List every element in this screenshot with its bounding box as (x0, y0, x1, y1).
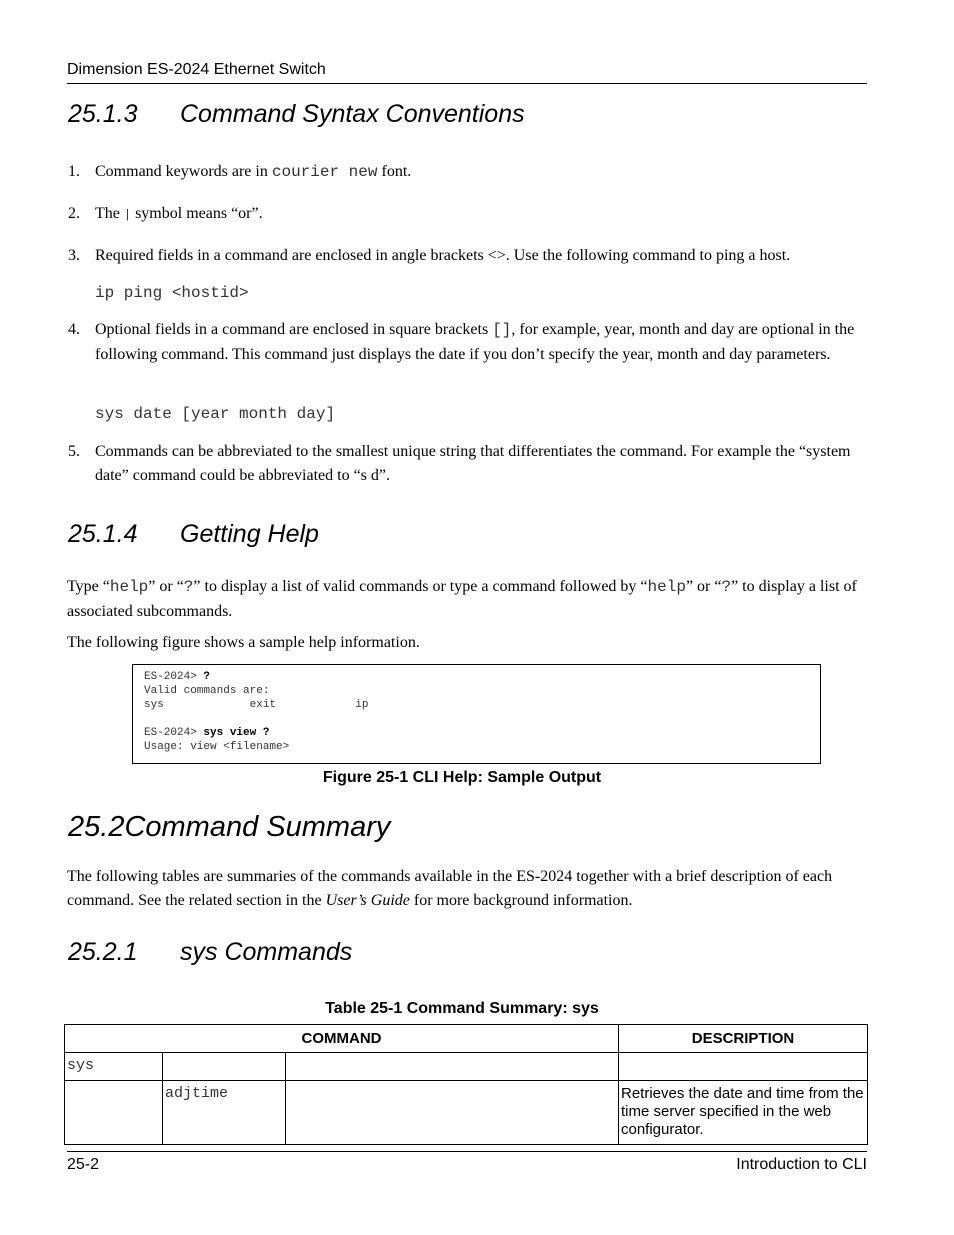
inline-code: help (109, 578, 149, 596)
text: Type “ (67, 578, 110, 595)
list-text: The (95, 205, 124, 222)
text: ” or “ (685, 578, 722, 595)
cli-line (144, 670, 210, 684)
list-text: Command keywords are in (95, 163, 272, 180)
heading-number: 25.1.3 (68, 100, 138, 128)
code-example-date: sys date [year month day] (95, 405, 336, 423)
list-text: Required fields in a command are enclosed in angle brackets <>. Use the following command to ping a host. (95, 247, 791, 264)
figure-intro-paragraph: The following figure shows a sample help information. (67, 634, 420, 651)
table-header-row (65, 1025, 868, 1053)
inline-code: [] (492, 321, 512, 339)
cli-line: Valid commands are: (144, 685, 270, 697)
chapter-title: Introduction to CLI (736, 1156, 867, 1173)
heading-title: Getting Help (180, 520, 319, 548)
italic-text: User’s Guide (325, 891, 410, 909)
list-number: 1. (68, 163, 80, 180)
heading-title: sys Commands (180, 938, 353, 966)
help-paragraph (67, 575, 862, 623)
heading-number: 25.1.4 (68, 520, 138, 548)
inline-code: ? (721, 578, 732, 596)
cli-line (144, 726, 269, 740)
cli-line: Usage: view <filename> (144, 741, 290, 753)
list-text: , for example, year, month and day are optional in the following command. This command just displays the date if you don’t specify the year, month and day parameters. (95, 321, 855, 363)
table-cell: Retrieves the date and time from the time server specified in the web configurator. (619, 1081, 868, 1145)
list-number: 2. (68, 205, 80, 222)
heading-25-1-3 (68, 99, 525, 129)
table-cell (163, 1053, 286, 1081)
cli-prompt: ES-2024> (144, 727, 204, 739)
header-title: Dimension ES-2024 Ethernet Switch (67, 61, 326, 78)
command-summary-table (64, 1024, 868, 1145)
summary-paragraph (67, 865, 862, 912)
list-number: 3. (68, 247, 80, 264)
cli-command: sys view ? (203, 727, 270, 739)
heading-number: 25.2.1 (68, 938, 138, 966)
list-text: Optional fields in a command are enclosed in square brackets (95, 321, 493, 338)
inline-code: ? (183, 578, 194, 596)
list-item (68, 202, 858, 228)
table-caption: Table 25-1 Command Summary: sys (325, 1000, 599, 1017)
heading-title: Command Summary (124, 811, 391, 843)
inline-code: courier new (271, 163, 378, 181)
cli-command: ? (203, 671, 211, 683)
list-number: 4. (68, 321, 80, 338)
cli-line: sys exit ip (144, 699, 369, 711)
text: The following tables are summaries of the commands available in the ES-2024 together with a brief description of each command. See the related section in the (67, 868, 833, 909)
text: ” to display a list of valid commands or type a command followed by “ (193, 578, 648, 595)
table-cell (619, 1053, 868, 1081)
table-cell (286, 1053, 619, 1081)
code-example-ping: ip ping <hostid> (95, 284, 249, 302)
cli-prompt: ES-2024> (144, 671, 204, 683)
heading-title: Command Syntax Conventions (180, 100, 525, 128)
table-cell (286, 1081, 619, 1145)
list-item (68, 244, 858, 268)
cli-sample-box (132, 664, 821, 764)
figure-caption: Figure 25-1 CLI Help: Sample Output (322, 769, 602, 786)
page-number: 25-2 (67, 1156, 100, 1173)
list-item (68, 318, 858, 366)
text: for more background information. (409, 891, 633, 909)
table-cell: adjtime (163, 1081, 286, 1145)
list-text: symbol means “or”. (131, 205, 263, 222)
heading-number: 25.2 (68, 811, 125, 843)
table-row (65, 1053, 868, 1081)
table-row (65, 1081, 868, 1145)
header-description: DESCRIPTION (619, 1025, 868, 1053)
list-number: 5. (68, 443, 80, 460)
table-cell (65, 1081, 163, 1145)
text: ” or “ (148, 578, 184, 595)
list-text: Commands can be abbreviated to the smallest unique string that differentiates the command. For example the “system date” command could be abbreviated to “s d”. (95, 443, 851, 484)
running-footer (67, 1151, 867, 1176)
table-cell: sys (65, 1053, 163, 1081)
heading-25-2-1 (68, 937, 352, 967)
list-item (68, 160, 858, 185)
list-item (68, 440, 858, 487)
heading-25-1-4 (68, 519, 319, 549)
running-header (67, 60, 867, 84)
heading-25-2 (68, 810, 390, 844)
text: ” to display a list of associated subcommands. (67, 578, 857, 620)
list-text: font. (377, 163, 412, 180)
inline-code: help (647, 578, 686, 596)
inline-code: | (123, 208, 132, 222)
header-command: COMMAND (65, 1025, 619, 1053)
